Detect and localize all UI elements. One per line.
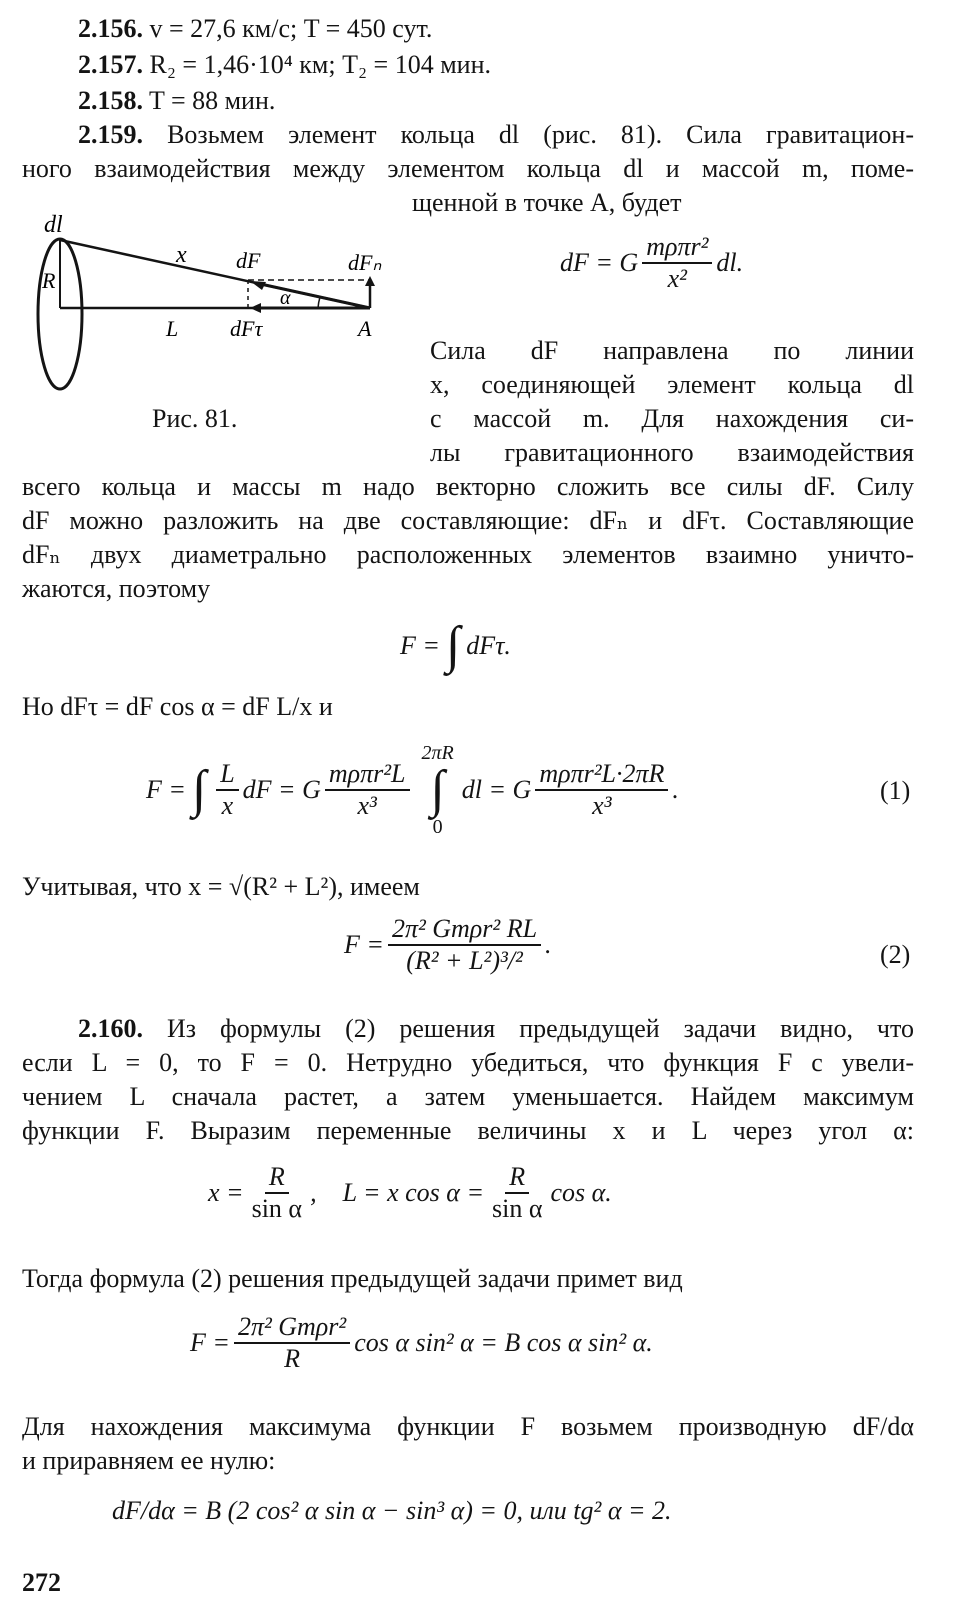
dF-vector: [256, 283, 370, 308]
continue-line-1: всего кольца и массы m надо векторно сложить все силы dF. Силу: [22, 472, 914, 501]
formula-text: dF = G: [560, 248, 639, 277]
fraction: [642, 232, 712, 294]
denominator: x: [221, 791, 234, 820]
label-dl: dl: [44, 212, 63, 238]
p160-line3: чением L сначала растет, а затем уменьшается. Найдем максимум: [22, 1082, 914, 1111]
direction-line-4: лы гравитационного взаимодействия: [430, 438, 914, 467]
label-dFt: dFτ: [230, 316, 263, 341]
formula-text: x =: [208, 1178, 244, 1207]
p159-line2: ного взаимодействия между элементом кольца dl и массой m, поме-: [22, 154, 914, 183]
integral-sign: ∫: [445, 617, 461, 674]
p159-line3: щенной в точке A, будет: [412, 188, 682, 217]
p160-line1-text: Из формулы (2) решения предыдущей задачи видно, что: [166, 1014, 914, 1043]
numerator: 2π² Gmρr²: [234, 1312, 350, 1344]
p160-line2: если L = 0, то F = 0. Нетрудно убедиться, что функция F с увели-: [22, 1048, 914, 1077]
denominator: sin α: [251, 1194, 303, 1223]
lower-limit: 0: [432, 816, 443, 838]
answer-number: 2.156.: [78, 14, 143, 43]
continue-line-4: жаются, поэтому: [22, 574, 211, 603]
label-L: L: [166, 316, 179, 341]
denominator: (R² + L²)³/²: [406, 946, 523, 975]
numerator: mρπr²: [642, 232, 712, 264]
formula-F-integral: [400, 617, 511, 674]
numerator: mρπr²L·2πR: [535, 759, 668, 791]
answer-2-156: [78, 12, 432, 46]
problem-number: 2.159.: [78, 120, 143, 149]
formula-text: F =: [344, 930, 384, 959]
then-line: Тогда формула (2) решения предыдущей задачи примет вид: [22, 1264, 683, 1293]
answer-2-157: [78, 48, 491, 82]
formula-2: [344, 914, 552, 976]
formula-text: F =: [400, 631, 440, 660]
formula-text: dl = G: [461, 775, 532, 804]
upper-limit: 2πR: [421, 742, 454, 764]
answer-text: v = 27,6 км/с; T = 450 сут.: [149, 14, 433, 43]
dFn-arrowhead: [365, 276, 375, 286]
fraction: [388, 914, 541, 976]
definite-integral: [422, 742, 454, 838]
figure-caption: Рис. 81.: [152, 404, 238, 433]
denominator: x³: [592, 791, 612, 820]
direction-line-1: Сила dF направлена по линии: [430, 336, 914, 365]
fraction: [234, 1312, 350, 1374]
formula-F-B: [190, 1312, 653, 1374]
answer-number: 2.157.: [78, 50, 143, 79]
denominator: sin α: [492, 1194, 543, 1223]
formula-text: F =: [146, 775, 186, 804]
formula-text: dFτ.: [466, 631, 511, 660]
numerator: R: [265, 1162, 289, 1194]
fraction: [488, 1162, 546, 1224]
formula-text: .: [545, 930, 552, 959]
problem-number: 2.160.: [78, 1014, 143, 1043]
integral-sign: ∫: [430, 761, 445, 818]
numerator: L: [216, 759, 238, 791]
denominator: R: [284, 1344, 301, 1373]
formula-text: cos α.: [550, 1178, 612, 1207]
formula-text: dF = G: [242, 775, 321, 804]
alpha-arc: [318, 297, 320, 308]
denominator: x²: [667, 264, 687, 293]
p160-line4: функции F. Выразим переменные величины x и L через угол α:: [22, 1116, 914, 1145]
formula-text: .: [672, 775, 679, 804]
label-alpha: α: [280, 287, 291, 309]
continue-line-2: dF можно разложить на две составляющие: dFₙ и dFτ. Составляющие: [22, 506, 914, 535]
denominator: x³: [357, 791, 377, 820]
max-line-2: и приравняем ее нулю:: [22, 1446, 276, 1475]
fraction: [248, 1162, 306, 1224]
label-R: R: [42, 268, 56, 293]
numerator: R: [505, 1162, 529, 1194]
label-x: x: [176, 242, 187, 268]
formula-derivative: dF/dα = B (2 cos² α sin α − sin³ α) = 0, или tg² α = 2.: [112, 1496, 672, 1525]
p159-line1: [78, 118, 914, 152]
answer-text: T = 88 мин.: [149, 86, 276, 115]
answer-2-158: [78, 84, 275, 118]
formula-x-L: [208, 1162, 612, 1224]
fraction: [216, 759, 238, 821]
but-line: Но dFτ = dF cos α = dF L/x и: [22, 692, 333, 721]
formula-text: , L = x cos α =: [310, 1178, 484, 1207]
answer-number: 2.158.: [78, 86, 143, 115]
numerator: 2π² Gmρr² RL: [388, 914, 541, 946]
formula-dF: [560, 232, 743, 294]
label-A: A: [358, 316, 372, 341]
equation-number-2: (2): [880, 940, 911, 969]
formula-text: F =: [190, 1328, 230, 1357]
page-number: 272: [22, 1568, 61, 1597]
formula-text: dl.: [716, 248, 744, 277]
fraction: [535, 759, 668, 821]
continue-line-3: dFₙ двух диаметрально расположенных элементов взаимно уничто-: [22, 540, 914, 569]
formula-1: [146, 742, 679, 838]
p160-line1: [78, 1012, 914, 1046]
p159-line1-text: Возьмем элемент кольца dl (рис. 81). Сила гравитацион-: [167, 120, 914, 149]
equation-number-1: (1): [880, 776, 911, 805]
dFt-arrowhead: [250, 303, 261, 313]
max-line-1: Для нахождения максимума функции F возьмем производную dF/dα: [22, 1412, 914, 1441]
dF-arrowhead: [250, 281, 266, 290]
considering-line: Учитывая, что x = √(R² + L²), имеем: [22, 872, 420, 901]
direction-line-2: x, соединяющей элемент кольца dl: [430, 370, 914, 399]
answer-text: R₂ = 1,46·10⁴ км; T₂ = 104 мин.: [149, 50, 491, 79]
numerator: mρπr²L: [325, 759, 410, 791]
direction-line-3: с массой m. Для нахождения си-: [430, 404, 914, 433]
figure-81: [18, 212, 398, 392]
formula-text: cos α sin² α = B cos α sin² α.: [354, 1328, 653, 1357]
label-dF: dF: [236, 248, 261, 273]
fraction: [325, 759, 410, 821]
integral-sign: ∫: [191, 761, 207, 818]
label-dFn: dFₙ: [348, 250, 382, 275]
